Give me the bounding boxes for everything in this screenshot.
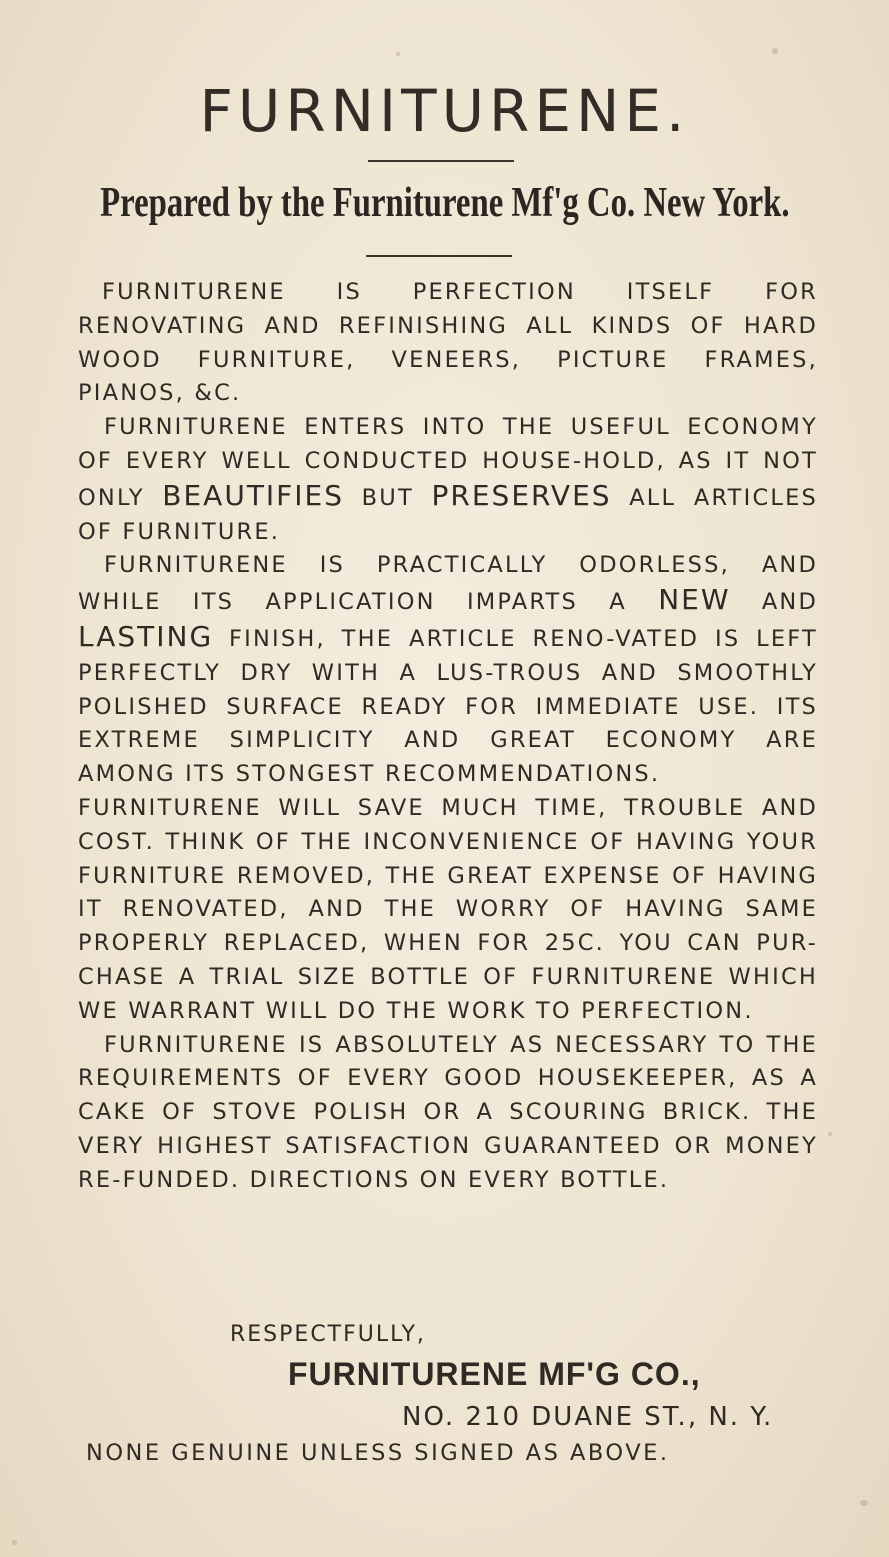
title-divider xyxy=(368,160,514,162)
paragraph-3 xyxy=(78,549,818,792)
paragraph-5: FURNITURENE IS ABSOLUTELY AS NECESSARY TO THE REQUIREMENTS OF EVERY GOOD HOUSEKEEPER, AS A CAKE OF STOVE POLISH OR A SCOURING BRICK. THE VERY HIGHEST SATISFACTION GUARANTEED OR MONEY RE-FUNDED. DIRECTIONS ON EVERY BOTTLE. xyxy=(78,1031,818,1193)
paragraph-2-part-1: FURNITURENE ENTERS INTO THE USEFUL ECONOMY OF EVERY WELL CONDUCTED HOUSE-HOLD, AS IT NOT ONLY xyxy=(78,414,818,511)
paragraph-2 xyxy=(78,411,818,549)
card-subtitle: Prepared by the Furniturene Mf'g Co. New York. xyxy=(100,180,790,226)
emphasis-beautifies: BEAUTIFIES xyxy=(162,478,345,512)
emphasis-new: NEW xyxy=(658,583,731,617)
card-body xyxy=(78,276,818,1198)
paper-speck xyxy=(772,48,778,54)
company-signature: FURNITURENE MF'G CO., xyxy=(288,1356,701,1392)
paper-speck xyxy=(12,1540,17,1545)
salutation: RESPECTFULLY, xyxy=(230,1322,426,1347)
paragraph-1: FURNITURENE IS PERFECTION ITSELF FOR RENOVATING AND REFINISHING ALL KINDS OF HARD WOOD FURNITURE, VENEERS, PICTURE FRAMES, PIANOS, &C. xyxy=(78,279,818,407)
paper-speck xyxy=(860,1500,868,1506)
paragraph-4: FURNITURENE WILL SAVE MUCH TIME, TROUBLE AND COST. THINK OF THE INCONVENIENCE OF HAVING YOUR FURNITURE REMOVED, THE GREAT EXPENSE OF HAVING IT RENOVATED, AND THE WORRY OF HAVING SAME PROPERLY REPLACED, WHEN FOR 25C. YOU CAN PUR-CHASE A TRIAL SIZE BOTTLE OF FURNITURENE WHICH WE WARRANT WILL DO THE WORK TO PERFECTION. xyxy=(78,794,818,1024)
paper-speck xyxy=(828,1132,832,1136)
emphasis-lasting: LASTING xyxy=(78,619,214,653)
authenticity-notice: NONE GENUINE UNLESS SIGNED AS ABOVE. xyxy=(86,1440,670,1466)
company-address: NO. 210 DUANE ST., N. Y. xyxy=(402,1402,774,1432)
subtitle-divider xyxy=(366,255,512,257)
card-title: FURNITURENE. xyxy=(199,77,690,145)
paragraph-3-part-3: FINISH, THE ARTICLE RENO-VATED IS LEFT PERFECTLY DRY WITH A LUS-TROUS AND SMOOTHLY POLISHED SURFACE READY FOR IMMEDIATE USE. ITS EXTREME SIMPLICITY AND GREAT ECONOMY ARE AMONG ITS STONGEST RECOMMENDATIONS. xyxy=(78,625,818,788)
paragraph-3-part-2: AND xyxy=(761,589,818,616)
paragraph-3-part-1: FURNITURENE IS PRACTICALLY ODORLESS, AND WHILE ITS APPLICATION IMPARTS A xyxy=(78,552,818,616)
paper-speck xyxy=(396,52,400,56)
paragraph-2-part-2: BUT xyxy=(361,484,414,511)
emphasis-preserves: PRESERVES xyxy=(431,478,612,512)
paragraph-2-part-3: ALL ARTICLES OF FURNITURE. xyxy=(78,484,818,545)
